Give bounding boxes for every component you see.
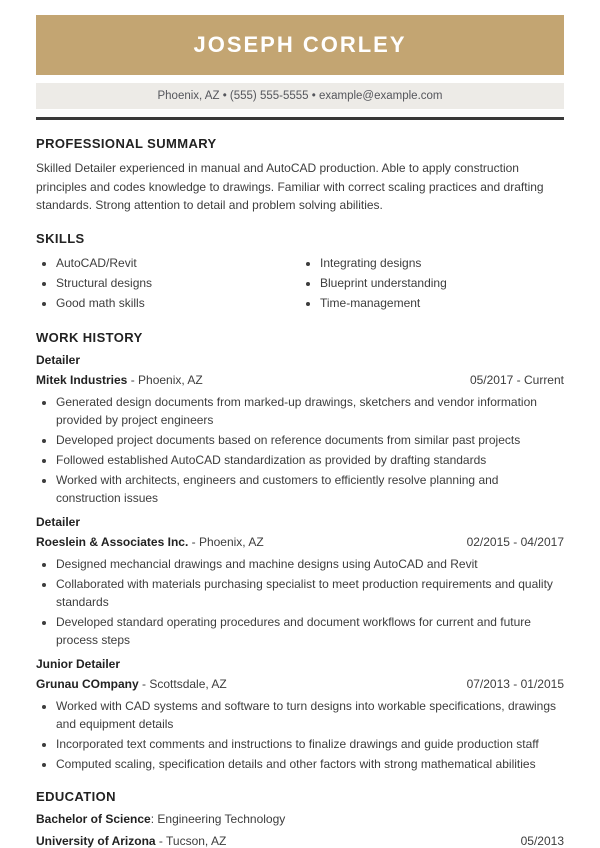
job-title: Detailer (36, 352, 81, 367)
contact-bar (36, 83, 564, 109)
education-school-location: - Tucson, AZ (155, 833, 227, 848)
job-title: Junior Detailer (36, 656, 121, 671)
skills-list-left (36, 254, 300, 314)
bullet-item: • Incorporated text comments and instructions to finalize drawings and guide production staff (56, 735, 564, 753)
contact-info: Phoenix, AZ • (555) 555-5555 • example@example.com (157, 90, 443, 102)
bullet-item: • Blueprint understanding (320, 274, 564, 292)
section-work-history (36, 330, 564, 773)
candidate-name: JOSEPH CORLEY (193, 32, 407, 57)
job-meta (36, 373, 564, 387)
job-company: Roeslein & Associates Inc. (36, 534, 189, 549)
job-dates: 05/2017 - Current (469, 372, 564, 387)
bullet-item: • Developed standard operating procedures and document workflows for current and future process steps (56, 613, 564, 649)
skills-list-right (300, 254, 564, 314)
header-name-band (36, 15, 564, 75)
job-bullets (36, 697, 564, 773)
job-dates: 07/2013 - 01/2015 (466, 676, 564, 691)
bullet-item: • Collaborated with materials purchasing specialist to meet production requirements and quality standards (56, 575, 564, 611)
section-heading-work-history: WORK HISTORY (36, 329, 143, 345)
section-heading-skills: SKILLS (36, 230, 85, 246)
education-degree-detail: : Engineering Technology (150, 811, 286, 826)
job-location: - Phoenix, AZ (188, 534, 264, 549)
job-entry (36, 353, 564, 507)
bullet-item: • Generated design documents from marked-up drawings, sketchers and vendor information provided by project engineers (56, 393, 564, 429)
bullet-item: • Followed established AutoCAD standardization as provided by drafting standards (56, 451, 564, 469)
education-school-location-group (36, 834, 226, 848)
section-heading-summary: PROFESSIONAL SUMMARY (36, 136, 217, 151)
job-title: Detailer (36, 514, 81, 529)
job-entry (36, 657, 564, 773)
job-dates: 02/2015 - 04/2017 (466, 534, 564, 549)
job-company-location (36, 677, 227, 691)
education-school-line (36, 834, 564, 848)
section-professional-summary (36, 136, 564, 215)
bullet-item: • Worked with architects, engineers and customers to efficiently resolve planning and construction issues (56, 471, 564, 507)
bullet-item: • Time-management (320, 294, 564, 312)
job-company-location (36, 373, 203, 387)
job-bullets (36, 555, 564, 649)
job-location: - Scottsdale, AZ (138, 676, 227, 691)
education-date: 05/2013 (520, 833, 564, 848)
job-meta (36, 677, 564, 691)
bullet-item: • Integrating designs (320, 254, 564, 272)
bullet-item: • Structural designs (56, 274, 300, 292)
job-company: Mitek Industries (36, 372, 128, 387)
education-degree-line (36, 812, 564, 826)
summary-text: Skilled Detailer experienced in manual and AutoCAD production. Able to apply construction principles and codes knowledge to drawings. Familiar with correct scaling practices and drafting standards. Strong attention to detail and problem solving abilities. (36, 161, 544, 213)
bullet-item: • Designed mechancial drawings and machine designs using AutoCAD and Revit (56, 555, 564, 573)
divider-double-rule (36, 117, 564, 120)
section-education (36, 789, 564, 848)
bullet-item: • Worked with CAD systems and software to turn designs into workable specifications, drawings and equipment details (56, 697, 564, 733)
job-meta (36, 535, 564, 549)
bullet-item: • Computed scaling, specification details and other factors with strong mathematical abilities (56, 755, 564, 773)
section-heading-education: EDUCATION (36, 788, 116, 804)
bullet-item: • AutoCAD/Revit (56, 254, 300, 272)
education-school: University of Arizona (36, 833, 156, 848)
bullet-item: • Good math skills (56, 294, 300, 312)
bullet-item: • Developed project documents based on reference documents from similar past projects (56, 431, 564, 449)
section-skills (36, 231, 564, 314)
job-company-location (36, 535, 264, 549)
education-degree: Bachelor of Science (36, 811, 151, 826)
job-bullets (36, 393, 564, 507)
job-entry (36, 515, 564, 649)
job-location: - Phoenix, AZ (127, 372, 203, 387)
job-company: Grunau COmpany (36, 676, 139, 691)
skills-columns (36, 254, 564, 314)
